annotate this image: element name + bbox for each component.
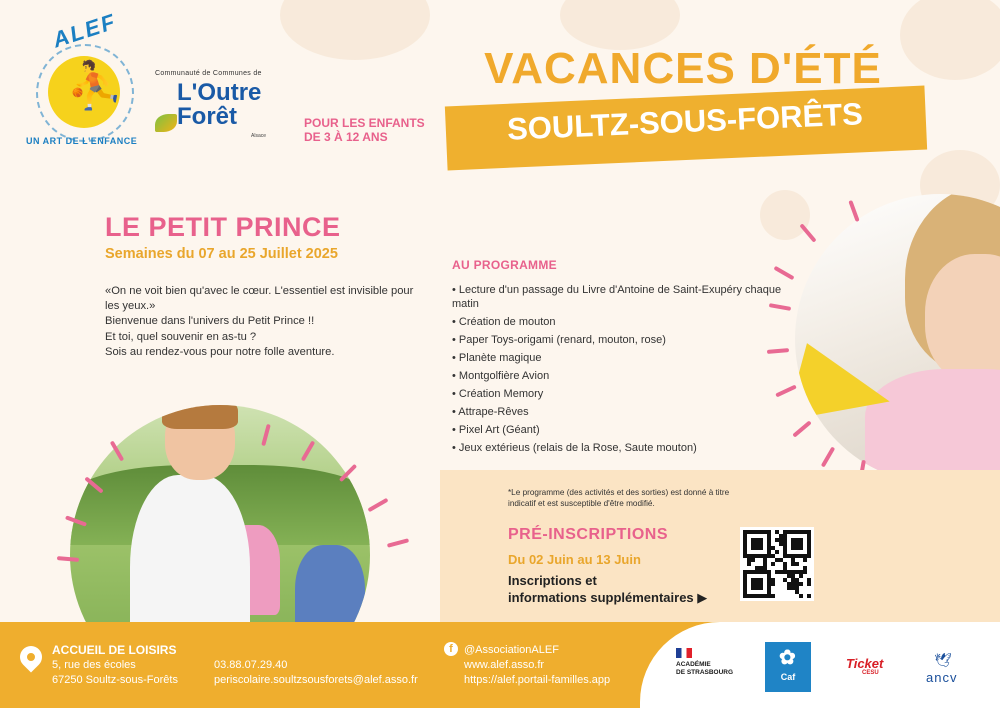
programme-item: • Pixel Art (Géant) <box>452 424 540 436</box>
intro-welcome: Bienvenue dans l'univers du Petit Prince !! <box>105 315 315 328</box>
background-doodle <box>280 0 430 60</box>
alef-logo-text: ALEF <box>49 8 120 53</box>
caf-flower-icon: ✿ <box>779 647 796 669</box>
programme-item: • Création de mouton <box>452 316 556 328</box>
registration-info-line2: informations supplémentaires ▶ <box>508 590 708 605</box>
cc-name-line1: L'Outre <box>177 79 262 106</box>
portal-link[interactable]: https://alef.portail-familles.app <box>464 674 611 686</box>
decorative-stroke <box>57 556 79 562</box>
phone-number[interactable]: 03.88.07.29.40 <box>214 659 288 671</box>
leaf-icon <box>155 114 177 132</box>
preregistration-dates: Du 02 Juin au 13 Juin <box>508 552 641 567</box>
address-line2: 67250 Soultz-sous-Forêts <box>52 674 178 686</box>
town-title: SOULTZ-SOUS-FORÊTS <box>506 96 864 147</box>
academie-line2: DE STRASBOURG <box>676 669 734 676</box>
qr-code[interactable] <box>740 527 814 601</box>
french-flag-icon <box>676 648 692 658</box>
registration-info-line1: Inscriptions et <box>508 573 597 588</box>
background-doodle <box>560 0 680 50</box>
background-doodle <box>760 190 810 240</box>
programme-disclaimer: *Le programme (des activités et des sorties) est donné à titre indicatif et est susceptible d'être modifié. <box>508 488 730 508</box>
preregistration-title: PRÉ-INSCRIPTIONS <box>508 526 669 543</box>
intro-question: Et toi, quel souvenir en as-tu ? <box>105 330 257 343</box>
cc-label: Communauté de Communes de <box>155 70 262 77</box>
programme-item: • Lecture d'un passage du Livre d'Antoine de Saint-Exupéry chaque matin <box>452 284 782 310</box>
alef-slogan: UN ART DE L'ENFANCE <box>26 136 138 146</box>
programme-list <box>452 283 782 459</box>
facebook-link[interactable]: @AssociationALEF <box>464 644 559 656</box>
page-title: VACANCES D'ÉTÉ <box>484 44 882 93</box>
girl-origami-photo <box>795 194 1000 484</box>
theme-dates: Semaines du 07 au 25 Juillet 2025 <box>105 246 338 262</box>
programme-item: • Montgolfière Avion <box>452 370 550 382</box>
decorative-stroke <box>821 446 835 467</box>
programme-item: • Planète magique <box>452 352 542 364</box>
age-range <box>304 116 425 144</box>
footer-contact <box>214 658 418 688</box>
cc-name-line2: Forêt <box>177 103 237 130</box>
intro-quote: «On ne voit bien qu'avec le cœur. L'essentiel est invisible pour les yeux.» <box>105 285 414 313</box>
programme-title: AU PROGRAMME <box>452 258 557 272</box>
programme-item: • Création Memory <box>452 388 544 400</box>
caf-logo <box>765 642 811 692</box>
theme-title: LE PETIT PRINCE <box>105 212 341 242</box>
ticket-cesu-sub: CESU <box>862 670 879 676</box>
age-range-line1: POUR LES ENFANTS <box>304 116 425 130</box>
footer-online <box>464 643 610 688</box>
decorative-stroke <box>387 538 409 548</box>
outre-foret-logo <box>155 70 280 139</box>
background-doodle <box>900 0 1000 80</box>
photo-detail <box>925 254 1000 384</box>
photo-detail <box>162 405 238 429</box>
caf-label: Caf <box>780 672 796 682</box>
programme-item: • Jeux extérieus (relais de la Rose, Saute mouton) <box>452 442 697 454</box>
ticket-cesu-logo: Ticket <box>846 656 884 671</box>
qr-module <box>807 594 811 598</box>
decorative-stroke <box>773 266 794 280</box>
alef-logo <box>18 8 138 158</box>
bird-icon: 🕊 <box>934 652 952 668</box>
registration-info <box>508 572 707 606</box>
academie-line1: ACADÉMIE <box>676 661 711 668</box>
programme-item: • Attrape-Rêves <box>452 406 529 418</box>
footer-address <box>52 658 178 688</box>
decorative-stroke <box>848 200 859 222</box>
age-range-line2: DE 3 À 12 ANS <box>304 130 388 144</box>
ancv-logo: ancv <box>926 670 958 685</box>
programme-item: • Paper Toys-origami (renard, mouton, rose) <box>452 334 666 346</box>
intro-text <box>105 284 425 360</box>
website-link[interactable]: www.alef.asso.fr <box>464 659 545 671</box>
footer-heading: ACCUEIL DE LOISIRS <box>52 643 177 657</box>
intro-invite: Sois au rendez-vous pour notre folle aventure. <box>105 345 335 358</box>
address-line1: 5, rue des écoles <box>52 659 136 671</box>
cc-region: Alsace <box>251 133 267 139</box>
email-link[interactable]: periscolaire.soultzsousforets@alef.asso.fr <box>214 674 418 686</box>
facebook-icon[interactable]: f <box>444 642 458 656</box>
qr-code-pattern <box>743 530 811 598</box>
academie-logo <box>676 648 746 677</box>
dancing-figure-icon: ⛹ <box>66 59 124 111</box>
decorative-stroke <box>367 498 388 512</box>
